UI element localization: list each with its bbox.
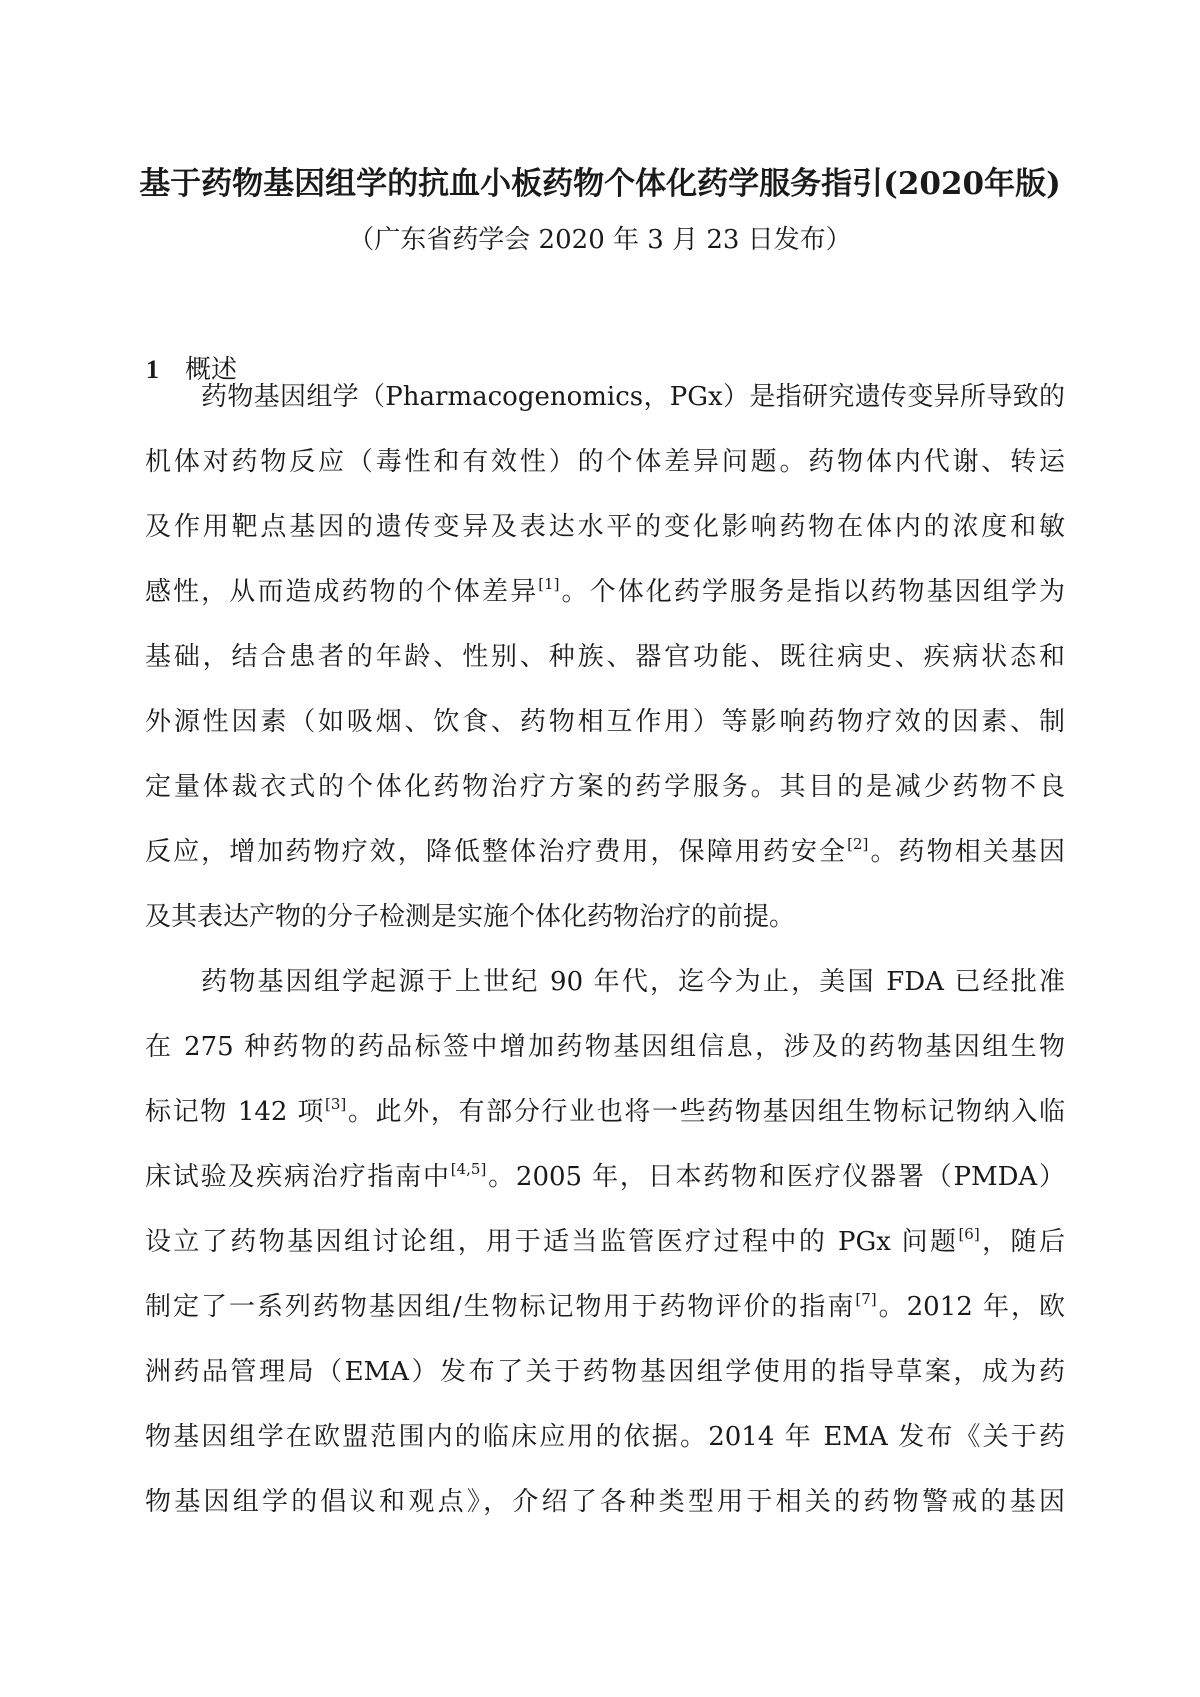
paragraph-line [145, 820, 1065, 885]
paragraph-line: 机体对药物反应（毒性和有效性）的个体差异问题。药物体内代谢、转运 [145, 447, 1065, 477]
text-run: 感性，从而造成药物的个体差异 [145, 577, 539, 607]
paragraph-line: 物基因组学的倡议和观点》，介绍了各种类型用于相关的药物警戒的基因 [145, 1487, 1065, 1517]
text-run: 。2005 年，日本药物和医疗仪器署（PMDA） [486, 1162, 1065, 1192]
text-run: 。个体化药学服务是指以药物基因组学为 [559, 577, 1065, 607]
paragraph-line: 药物基因组学（Pharmacogenomics，PGx）是指研究遗传变异所导致的 [201, 382, 1065, 412]
text-run: 制定了一系列药物基因组/生物标记物用于药物评价的指南 [145, 1292, 856, 1322]
citation-ref: [3] [325, 1095, 347, 1113]
paragraph-line: 物基因组学在欧盟范围内的临床应用的依据。2014 年 EMA 发布《关于药 [145, 1422, 1065, 1452]
paragraph-line: 基础，结合患者的年龄、性别、种族、器官功能、既往病史、疾病状态和 [145, 642, 1065, 672]
paragraph-line: 在 275 种药物的药品标签中增加药物基因组信息，涉及的药物基因组生物 [145, 1032, 1065, 1062]
section-title: 概述 [185, 355, 238, 385]
paragraph-line [145, 560, 1065, 625]
paragraph-line [145, 1210, 1065, 1275]
text-run: 。此外，有部分行业也将一些药物基因组生物标记物纳入临 [346, 1097, 1065, 1127]
paragraph-line: 及其表达产物的分子检测是实施个体化药物治疗的前提。 [145, 902, 796, 932]
citation-ref: [1] [538, 575, 560, 593]
document-subtitle: （广东省药学会 2020 年 3 月 23 日发布） [348, 225, 852, 255]
paragraph-2 [145, 950, 1065, 1535]
text-run: 标记物 142 项 [145, 1097, 326, 1127]
paragraph-line: 洲药品管理局（EMA）发布了关于药物基因组学使用的指导草案，成为药 [145, 1357, 1065, 1387]
text-run: 。2012 年，欧 [876, 1292, 1065, 1322]
paragraph-line [145, 1145, 1065, 1210]
text-run: 床试验及疾病治疗指南中 [145, 1162, 451, 1192]
citation-ref: [2] [847, 835, 869, 853]
citation-ref: [7] [855, 1290, 877, 1308]
paragraph-line: 外源性因素（如吸烟、饮食、药物相互作用）等影响药物疗效的因素、制 [145, 707, 1065, 737]
document-title: 基于药物基因组学的抗血小板药物个体化药学服务指引(2020年版) [139, 166, 1061, 202]
paragraph-line [145, 1080, 1065, 1145]
paragraph-line [145, 1275, 1065, 1340]
text-run: 反应，增加药物疗效，降低整体治疗费用，保障用药安全 [145, 837, 848, 867]
paragraph-line: 药物基因组学起源于上世纪 90 年代，迄今为止，美国 FDA 已经批准 [201, 967, 1065, 997]
citation-ref: [4,5] [450, 1160, 487, 1178]
text-run: ，随后 [979, 1227, 1065, 1257]
paragraph-1 [145, 365, 1065, 950]
text-run: 设立了药物基因组讨论组，用于适当监管医疗过程中的 PGx 问题 [145, 1227, 959, 1257]
paragraph-line: 及作用靶点基因的遗传变异及表达水平的变化影响药物在体内的浓度和敏 [145, 512, 1065, 542]
text-run: 。药物相关基因 [868, 837, 1065, 867]
paragraph-line: 定量体裁衣式的个体化药物治疗方案的药学服务。其目的是减少药物不良 [145, 772, 1065, 802]
citation-ref: [6] [958, 1225, 980, 1243]
section-number: 1 [146, 355, 159, 384]
